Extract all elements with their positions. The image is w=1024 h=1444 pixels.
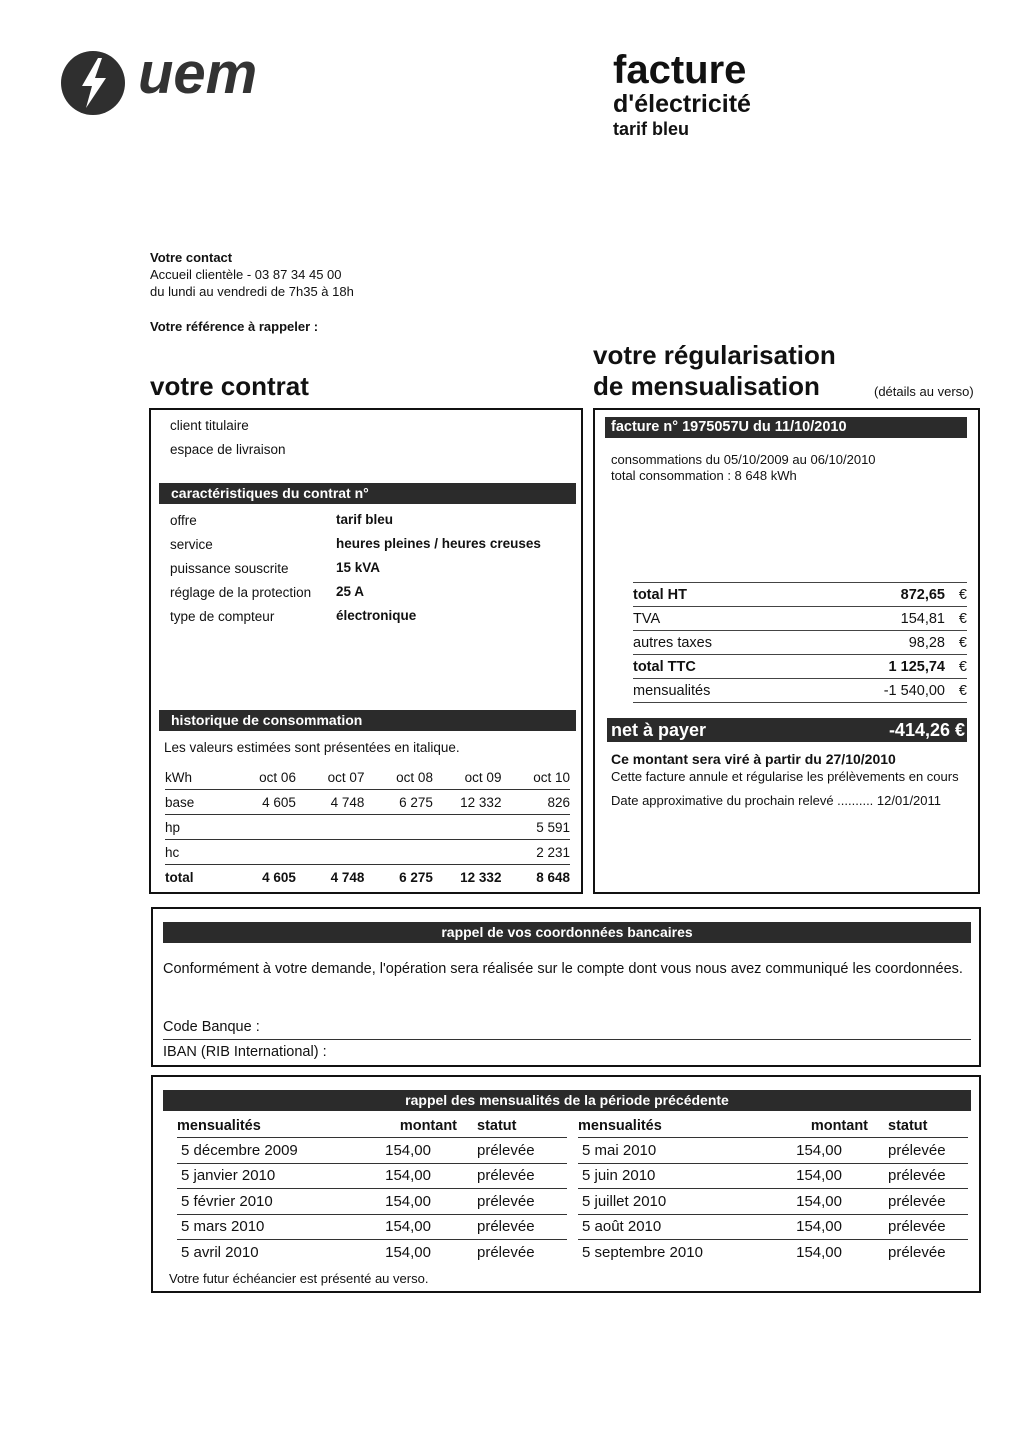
carac-label: offre [170,513,197,528]
hist-header: oct 09 [464,769,502,785]
conso-total: total consommation : 8 648 kWh [611,468,797,483]
hist-header: oct 08 [396,769,433,785]
mens-statut: prélevée [477,1167,535,1185]
mens-date: 5 janvier 2010 [181,1167,276,1185]
hist-cell [241,815,296,840]
mens-montant: 154,00 [385,1218,431,1236]
mens-date: 5 avril 2010 [181,1243,259,1261]
historique-bar: historique de consommation [159,710,576,731]
code-banque-label: Code Banque : [163,1019,971,1040]
title-facture: facture [613,48,747,92]
hist-cell [364,840,433,865]
contact-hours: du lundi au vendredi de 7h35 à 18h [150,284,354,299]
iban-label: IBAN (RIB International) : [163,1044,327,1060]
mens-date: 5 août 2010 [582,1218,662,1236]
net-value: -414,26 € [888,720,965,740]
lightning-logo-icon [58,48,128,118]
regularisation-title-line2: de mensualisation [593,371,820,401]
hist-cell: 2 231 [536,844,570,860]
hist-header: oct 10 [533,769,570,785]
currency: € [945,655,967,679]
mens-montant: 154,00 [385,1243,431,1261]
regularisation-title-line1: votre régularisation [593,340,836,370]
livraison-label: espace de livraison [170,442,286,457]
currency: € [945,583,967,607]
hist-cell: 4 748 [330,869,365,885]
carac-value: 25 A [336,584,365,599]
mens-statut: prélevée [477,1141,535,1159]
currency: € [945,679,967,703]
totals-row [633,679,967,703]
hist-cell [433,815,502,840]
total-value: 1 125,74 [809,655,945,679]
historique-row [165,815,570,840]
total-label: autres taxes [633,631,809,655]
currency: € [945,631,967,655]
bancaire-text: Conformément à votre demande, l'opération sera réalisée sur le compte dont vous nous avez communiqué les coordonnées. [163,961,963,977]
echeancier-note: Votre futur échéancier est présenté au verso. [169,1271,429,1286]
hist-cell [296,815,365,840]
mens-date: 5 février 2010 [181,1192,273,1210]
total-value: -1 540,00 [809,679,945,703]
historique-header-row [165,765,570,790]
total-value: 98,28 [809,631,945,655]
contact-heading: Votre contact [150,250,233,265]
hist-cell: 6 275 [399,869,433,885]
conso-period: consommations du 05/10/2009 au 06/10/2010 [611,452,876,467]
historique-row [165,790,570,815]
hist-cell: hp [165,819,181,835]
contact-phone: Accueil clientèle - 03 87 34 45 00 [150,267,342,282]
vire-date: Ce montant sera viré à partir du 27/10/2010 [611,751,896,767]
contrat-title: votre contrat [150,371,309,401]
hist-cell: 4 605 [262,794,296,810]
mens-row [177,1189,567,1215]
mens-statut: prélevée [477,1218,535,1236]
hist-cell: 8 648 [536,869,570,885]
mens-row [578,1163,968,1189]
totals-row [633,583,967,607]
hist-cell: 6 275 [399,794,433,810]
facture-bar: facture n° 1975057U du 11/10/2010 [605,417,967,438]
mens-header: mensualités [578,1118,662,1134]
total-value: 872,65 [809,583,945,607]
mens-date: 5 septembre 2010 [582,1243,703,1261]
carac-label: type de compteur [170,609,275,624]
mens-date: 5 mai 2010 [582,1141,657,1159]
net-label: net à payer [611,720,707,740]
totals-table [633,582,967,703]
hist-header: oct 06 [259,769,296,785]
caracteristiques-bar: caractéristiques du contrat n° [159,483,576,504]
hist-header: kWh [165,769,192,785]
hist-cell: 4 748 [330,794,365,810]
carac-value: heures pleines / heures creuses [336,536,541,551]
carac-value: 15 kVA [336,560,381,575]
mens-statut: prélevée [477,1243,535,1261]
currency: € [945,607,967,631]
total-label: TVA [633,607,809,631]
invoice-title [613,50,751,140]
carac-row [170,584,570,608]
carac-label: service [170,537,213,552]
mens-row [578,1189,968,1215]
carac-value: tarif bleu [336,512,394,527]
mens-header-row [177,1115,567,1138]
hist-cell [241,840,296,865]
carac-row [170,560,570,584]
carac-label: réglage de la protection [170,585,312,600]
carac-value: électronique [336,608,417,623]
mens-montant: 154,00 [385,1192,431,1210]
client-label: client titulaire [170,418,249,433]
mens-row [578,1138,968,1164]
mensualites-bar: rappel des mensualités de la période précédente [163,1090,971,1111]
mensualites-right-table [578,1115,968,1265]
mens-row [578,1240,968,1265]
mens-montant: 154,00 [796,1192,842,1210]
hist-cell: 12 332 [460,869,502,885]
mens-statut: prélevée [888,1218,946,1236]
net-a-payer-bar [607,718,967,742]
totals-row [633,631,967,655]
totals-row [633,607,967,631]
carac-table [170,512,570,632]
hist-cell: base [165,794,195,810]
mens-montant: 154,00 [385,1141,431,1159]
brand-name: uem [138,41,258,106]
releve-date: Date approximative du prochain relevé .......... 12/01/2011 [611,793,942,808]
carac-label: puissance souscrite [170,561,289,576]
mens-montant: 154,00 [796,1141,842,1159]
contrat-box [149,408,583,894]
historique-note: Les valeurs estimées sont présentées en italique. [164,740,460,755]
mensualites-box [151,1075,981,1293]
historique-row [165,840,570,865]
mens-header-row [578,1115,968,1138]
mens-date: 5 juin 2010 [582,1167,656,1185]
mens-header: mensualités [177,1118,261,1134]
regularisation-title [593,340,836,402]
carac-row [170,608,570,632]
mens-montant: 154,00 [796,1218,842,1236]
mens-date: 5 décembre 2009 [181,1141,298,1159]
total-label: total TTC [633,655,809,679]
mens-montant: 154,00 [796,1243,842,1261]
mens-row [177,1163,567,1189]
mens-statut: prélevée [888,1141,946,1159]
totals-row [633,655,967,679]
regularisation-box [593,408,980,894]
hist-cell: 12 332 [460,794,502,810]
mens-row [177,1214,567,1240]
mens-header: montant [399,1118,457,1134]
mensualites-left-table [177,1115,567,1265]
reference-label: Votre référence à rappeler : [150,319,319,334]
mens-row [177,1240,567,1265]
mens-statut: prélevée [477,1192,535,1210]
mens-statut: prélevée [888,1243,946,1261]
details-verso: (détails au verso) [874,384,974,399]
hist-cell [364,815,433,840]
total-value: 154,81 [809,607,945,631]
mens-date: 5 juillet 2010 [582,1192,667,1210]
hist-cell: 4 605 [262,869,296,885]
mens-montant: 154,00 [796,1167,842,1185]
conso-block [611,452,876,484]
total-label: mensualités [633,679,809,703]
hist-cell [433,840,502,865]
payment-info [611,750,963,810]
mens-header: montant [810,1118,868,1134]
mens-statut: prélevée [888,1167,946,1185]
annule-text: Cette facture annule et régularise les prélèvements en cours [611,769,959,784]
hist-cell: hc [165,844,180,860]
hist-cell: 826 [547,794,570,810]
contact-block [150,249,354,335]
mens-montant: 154,00 [385,1167,431,1185]
hist-cell [296,840,365,865]
total-label: total HT [633,583,809,607]
title-tarif: tarif bleu [613,119,690,139]
mens-row [177,1138,567,1164]
hist-cell: 5 591 [536,819,570,835]
hist-cell: total [165,869,194,885]
mens-statut: prélevée [888,1192,946,1210]
uem-logo [58,41,298,114]
mens-row [578,1214,968,1240]
carac-row [170,512,570,536]
mens-date: 5 mars 2010 [181,1218,265,1236]
title-electricite: d'électricité [613,90,751,118]
historique-total-row [165,865,570,890]
bancaire-box [151,907,981,1067]
mens-header: statut [888,1118,928,1134]
historique-table [165,765,570,889]
carac-row [170,536,570,560]
mens-header: statut [477,1118,517,1134]
bancaire-bar: rappel de vos coordonnées bancaires [163,922,971,943]
hist-header: oct 07 [327,769,365,785]
